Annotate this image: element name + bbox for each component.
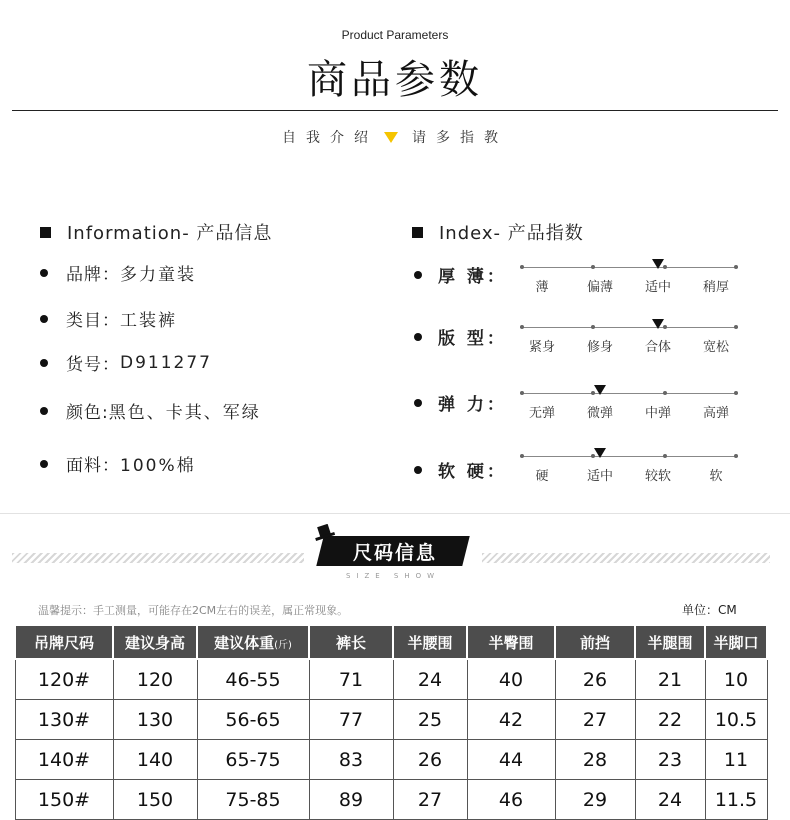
table-cell: 26 [555, 659, 635, 700]
scale-option: 适中 [586, 469, 614, 484]
table-cell: 77 [309, 700, 393, 740]
column-header: 吊牌尺码 [15, 625, 113, 659]
square-bullet-icon [40, 227, 51, 238]
size-banner-title: 尺码信息 [352, 542, 437, 564]
table-cell: 10 [705, 659, 767, 700]
scale-tick [734, 325, 738, 329]
index-label-thickness [414, 262, 507, 287]
table-cell: 56-65 [197, 700, 309, 740]
scale-option: 宽松 [702, 340, 730, 355]
scale-tick [520, 325, 524, 329]
info-item-sku [40, 350, 212, 375]
bullet-icon [414, 399, 422, 407]
thickness-scale [518, 262, 740, 302]
table-cell: 40 [467, 659, 555, 700]
table-cell: 140 [113, 740, 197, 780]
bullet-icon [40, 460, 48, 468]
table-cell: 65-75 [197, 740, 309, 780]
bullet-icon [40, 269, 48, 277]
bullet-icon [414, 466, 422, 474]
information-heading [40, 219, 272, 245]
index-label-text: 厚 薄： [438, 267, 507, 287]
size-table-header [15, 625, 767, 659]
info-key: 颜色: [66, 403, 109, 423]
scale-option: 软 [709, 469, 723, 484]
scale-option: 硬 [535, 469, 549, 484]
section-divider [0, 513, 790, 514]
index-label-text: 弹 力： [438, 395, 507, 415]
column-header: 建议身高 [113, 625, 197, 659]
intro-left-text: 自我介绍 [282, 130, 378, 146]
scale-line [520, 393, 738, 394]
measurement-note: 温馨提示：手工测量，可能存在2CM左右的误差，属正常现象。 [38, 604, 349, 617]
info-value: D911277 [120, 352, 212, 373]
softness-scale [518, 451, 740, 491]
table-cell: 11.5 [705, 780, 767, 820]
index-label-text: 版 型： [438, 329, 507, 349]
triangle-down-icon [384, 132, 398, 143]
table-row [15, 740, 767, 780]
table-cell: 26 [393, 740, 467, 780]
scale-marker-icon [594, 448, 606, 458]
elasticity-scale [518, 388, 740, 428]
table-cell: 150 [113, 780, 197, 820]
info-value: 多力童装 [120, 265, 196, 285]
scale-tick [734, 265, 738, 269]
bullet-icon [40, 359, 48, 367]
table-cell: 140# [15, 740, 113, 780]
square-bullet-icon [412, 227, 423, 238]
info-item-color [40, 398, 261, 423]
table-cell: 130# [15, 700, 113, 740]
scale-option: 中弹 [644, 406, 672, 421]
table-cell: 11 [705, 740, 767, 780]
table-cell: 150# [15, 780, 113, 820]
stripe-decoration-left [12, 553, 304, 563]
scale-option: 高弹 [702, 406, 730, 421]
table-cell: 27 [555, 700, 635, 740]
scale-option: 紧身 [528, 340, 556, 355]
table-cell: 29 [555, 780, 635, 820]
table-cell: 75-85 [197, 780, 309, 820]
bullet-icon [414, 271, 422, 279]
table-cell: 44 [467, 740, 555, 780]
table-cell: 10.5 [705, 700, 767, 740]
index-label-fit [414, 324, 507, 349]
column-header: 半腰围 [393, 625, 467, 659]
table-cell: 22 [635, 700, 705, 740]
size-banner-subtitle: SIZE SHOW [345, 572, 441, 580]
table-cell: 130 [113, 700, 197, 740]
table-cell: 89 [309, 780, 393, 820]
scale-option: 微弹 [586, 406, 614, 421]
info-key: 类目： [66, 311, 120, 331]
scale-option: 适中 [644, 280, 672, 295]
column-header-text: 建议体重 [214, 633, 275, 652]
scale-marker-icon [652, 259, 664, 269]
scale-tick [663, 454, 667, 458]
scale-tick [734, 391, 738, 395]
title-divider [12, 110, 778, 111]
table-cell: 28 [555, 740, 635, 780]
index-label-elasticity [414, 390, 507, 415]
intro-line [0, 127, 790, 147]
scale-line [520, 267, 738, 268]
table-row [15, 780, 767, 820]
fit-scale [518, 322, 740, 362]
bullet-icon [40, 407, 48, 415]
index-label-softness [414, 457, 507, 482]
column-header: 半腿围 [635, 625, 705, 659]
table-cell: 83 [309, 740, 393, 780]
scale-tick [663, 391, 667, 395]
table-cell: 46-55 [197, 659, 309, 700]
scale-tick [734, 454, 738, 458]
scale-option: 偏薄 [586, 280, 614, 295]
info-value: 黑色、卡其、军绿 [108, 403, 261, 423]
column-header: 半臀围 [467, 625, 555, 659]
scale-tick [591, 325, 595, 329]
index-heading-label: Index- 产品指数 [439, 223, 584, 244]
weight-unit: (斤) [274, 639, 292, 651]
size-table-body [15, 659, 767, 820]
subtitle-en: Product Parameters [341, 28, 449, 42]
info-item-brand [40, 260, 196, 285]
stripe-decoration-right [482, 553, 770, 563]
scale-option: 较软 [644, 469, 672, 484]
scale-option: 修身 [586, 340, 614, 355]
table-cell: 27 [393, 780, 467, 820]
scale-tick [520, 391, 524, 395]
info-item-fabric [40, 451, 196, 476]
column-header: 半脚口 [705, 625, 767, 659]
scale-tick [520, 454, 524, 458]
scale-tick [520, 265, 524, 269]
scale-marker-icon [652, 319, 664, 329]
table-cell: 71 [309, 659, 393, 700]
column-header: 裤长 [309, 625, 393, 659]
info-value: 100%棉 [120, 456, 196, 476]
table-row [15, 700, 767, 740]
scale-option: 无弹 [528, 406, 556, 421]
intro-right-text: 请多指教 [412, 130, 508, 146]
index-heading [412, 219, 584, 245]
page-title: 商品参数 [307, 57, 483, 103]
table-row [15, 659, 767, 700]
size-table [14, 624, 768, 820]
index-label-text: 软 硬： [438, 462, 507, 482]
info-key: 品牌： [66, 265, 120, 285]
scale-option: 合体 [644, 340, 672, 355]
info-item-category [40, 306, 177, 331]
table-cell: 120 [113, 659, 197, 700]
scale-marker-icon [594, 385, 606, 395]
scale-line [520, 327, 738, 328]
info-key: 货号： [66, 355, 120, 375]
table-cell: 25 [393, 700, 467, 740]
bullet-icon [40, 315, 48, 323]
scale-option: 稍厚 [702, 280, 730, 295]
table-cell: 21 [635, 659, 705, 700]
column-header: 前挡 [555, 625, 635, 659]
info-key: 面料： [66, 456, 120, 476]
scale-tick [591, 265, 595, 269]
table-cell: 120# [15, 659, 113, 700]
table-cell: 46 [467, 780, 555, 820]
table-cell: 24 [635, 780, 705, 820]
bullet-icon [414, 333, 422, 341]
unit-label: 单位：CM [682, 603, 737, 617]
scale-line [520, 456, 738, 457]
information-heading-label: Information- 产品信息 [67, 223, 273, 244]
scale-option: 薄 [535, 280, 549, 295]
table-cell: 42 [467, 700, 555, 740]
column-header-weight [197, 625, 309, 659]
table-cell: 23 [635, 740, 705, 780]
info-value: 工装裤 [120, 311, 177, 331]
table-cell: 24 [393, 659, 467, 700]
